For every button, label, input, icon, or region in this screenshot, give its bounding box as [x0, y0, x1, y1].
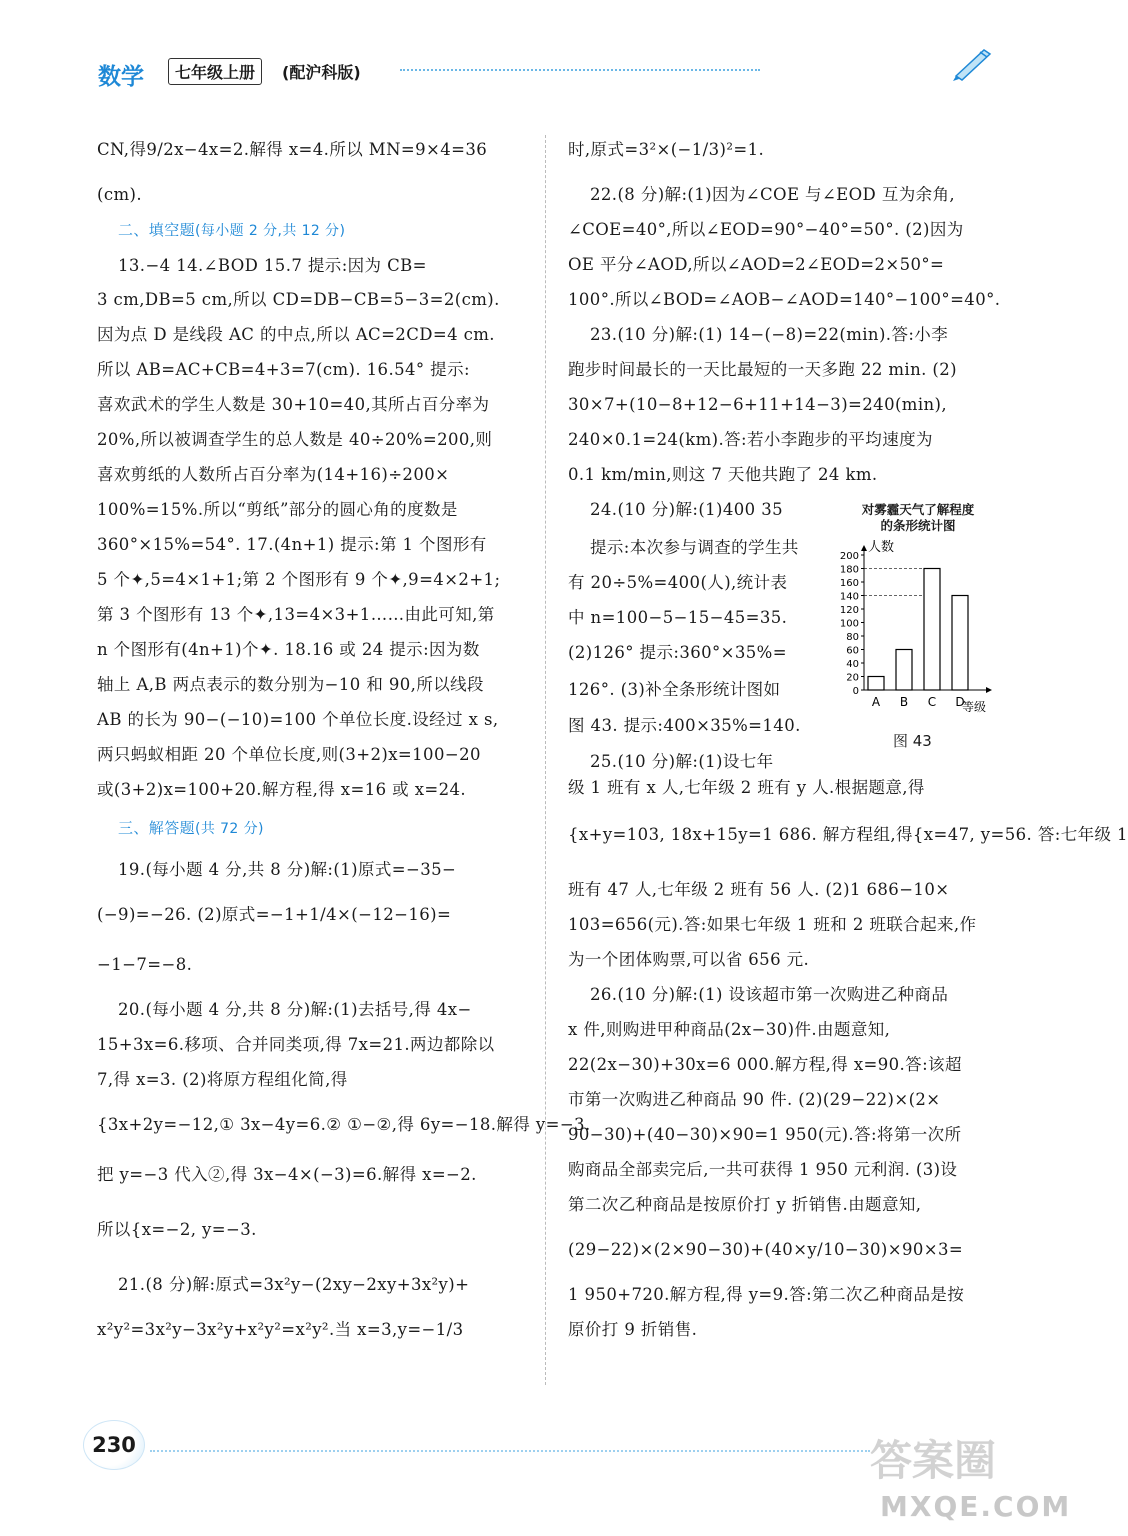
- left-line-13: 5 个✦,5=4×1+1;第 2 个图形有 9 个✦,9=4×2+1;: [97, 570, 501, 589]
- left-line-12: 360°×15%=54°. 17.(4n+1) 提示:第 1 个图形有: [97, 535, 487, 554]
- chart-ylabel: 人数: [868, 540, 895, 555]
- x-tick-label: D: [955, 695, 965, 709]
- left-line-4: 13.−4 14.∠BOD 15.7 提示:因为 CB=: [118, 256, 427, 275]
- right-line-29: 购商品全部卖完后,一共可获得 1 950 元利润. (3)设: [568, 1160, 958, 1179]
- x-tick-label: B: [899, 695, 909, 709]
- right-line-27: 市第一次购进乙种商品 90 件. (2)(29−22)×(2×: [568, 1090, 941, 1109]
- header-divider: [400, 69, 760, 71]
- x-tick-label: C: [927, 695, 937, 709]
- right-line-6: 23.(10 分)解:(1) 14−(−8)=22(min).答:小李: [590, 325, 949, 344]
- left-line-5: 3 cm,DB=5 cm,所以 CD=DB−CB=5−3=2(cm).: [97, 290, 500, 309]
- y-tick-label: 20: [846, 672, 859, 684]
- left-line-30: 21.(8 分)解:原式=3x²y−(2xy−2xy+3x²y)+: [118, 1275, 470, 1294]
- watermark-logo: 答案圈: [870, 1436, 997, 1485]
- y-tick-label: 200: [839, 551, 859, 562]
- y-tick-label: 180: [839, 564, 859, 576]
- right-line-25: x 件,则购进甲种商品(2x−30)件.由题意知,: [568, 1020, 891, 1039]
- left-line-14: 第 3 个图形有 13 个✦,13=4×3+1……由此可知,第: [97, 605, 495, 624]
- y-tick-label: 140: [839, 591, 859, 603]
- right-line-16: 126°. (3)补全条形统计图如: [568, 680, 781, 699]
- bar-B: [896, 650, 912, 691]
- left-line-31: x²y²=3x²y−3x²y+x²y²=x²y².当 x=3,y=−1/3: [97, 1320, 464, 1339]
- y-tick-label: 60: [846, 645, 859, 657]
- left-line-7: 所以 AB=AC+CB=4+3=7(cm). 16.54° 提示:: [97, 360, 470, 379]
- right-line-8: 30×7+(10−8+12−6+11+14−3)=240(min),: [568, 395, 948, 414]
- right-line-21: 班有 47 人,七年级 2 班有 56 人. (2)1 686−10×: [568, 880, 950, 899]
- right-line-18: 25.(10 分)解:(1)设七年: [590, 752, 774, 771]
- left-line-23: −1−7=−8.: [97, 955, 193, 974]
- right-line-14: 中 n=100−5−15−45=35.: [568, 608, 788, 627]
- watermark-url: MXQE.COM: [880, 1490, 1072, 1523]
- figure-title-line1: 对雾霾天气了解程度: [861, 502, 975, 517]
- bar-C: [924, 569, 940, 691]
- right-line-31: (29−22)×(2×90−30)+(40×y/10−30)×90×3=: [568, 1240, 964, 1259]
- y-tick-label: 0: [852, 686, 859, 697]
- x-axis-arrow: [986, 687, 992, 693]
- section-fill-in: [118, 220, 345, 241]
- section-fill-in-title: 二、填空题: [118, 221, 196, 239]
- right-line-17: 图 43. 提示:400×35%=140.: [568, 716, 801, 735]
- left-line-21: 19.(每小题 4 分,共 8 分)解:(1)原式=−35−: [118, 860, 457, 879]
- left-line-2: (cm).: [97, 185, 143, 204]
- right-line-13: 有 20÷5%=400(人),统计表: [568, 573, 788, 592]
- y-axis-arrow: [861, 545, 867, 551]
- right-line-7: 跑步时间最长的一天比最短的一天多跑 22 min. (2): [568, 360, 957, 379]
- left-line-6: 因为点 D 是线段 AC 的中点,所以 AC=2CD=4 cm.: [97, 325, 495, 344]
- y-tick-label: 100: [839, 618, 859, 630]
- bar-chart: [830, 535, 1000, 715]
- left-line-25: 15+3x=6.移项、合并同类项,得 7x=21.两边都除以: [97, 1035, 495, 1054]
- left-line-15: n 个图形有(4n+1)个✦. 18.16 或 24 提示:因为数: [97, 640, 480, 659]
- right-line-30: 第二次乙种商品是按原价打 y 折销售.由题意知,: [568, 1195, 922, 1214]
- left-line-19: 或(3+2)x=100+20.解方程,得 x=16 或 x=24.: [97, 780, 467, 799]
- right-line-9: 240×0.1=24(km).答:若小李跑步的平均速度为: [568, 430, 933, 449]
- right-line-19: 级 1 班有 x 人,七年级 2 班有 y 人.根据题意,得: [568, 778, 925, 797]
- left-line-16: 轴上 A,B 两点表示的数分别为−10 和 90,所以线段: [97, 675, 484, 694]
- chart-axes: [840, 545, 992, 709]
- left-line-18: 两只蚂蚁相距 20 个单位长度,则(3+2)x=100−20: [97, 745, 481, 764]
- pen-icon: [950, 42, 998, 82]
- right-line-12: 提示:本次参与调查的学生共: [590, 538, 799, 557]
- right-line-5: 100°.所以∠BOD=∠AOB−∠AOD=140°−100°=40°.: [568, 290, 1001, 309]
- section-solve-title: 三、解答题: [118, 819, 196, 837]
- right-line-20: {x+y=103, 18x+15y=1 686. 解方程组,得{x=47, y=56. 答:七年级 1: [568, 825, 1128, 844]
- x-tick-label: A: [871, 695, 881, 709]
- figure-title-line2: 的条形统计图: [880, 518, 956, 533]
- right-line-10: 0.1 km/min,则这 7 天他共跑了 24 km.: [568, 465, 878, 484]
- left-line-1: CN,得9/2x−4x=2.解得 x=4.所以 MN=9×4=36: [97, 140, 488, 159]
- right-line-23: 为一个团体购票,可以省 656 元.: [568, 950, 810, 969]
- right-line-11: 24.(10 分)解:(1)400 35: [590, 500, 784, 519]
- left-line-8: 喜欢武术的学生人数是 30+10=40,其所占百分率为: [97, 395, 490, 414]
- footer-divider: [150, 1450, 870, 1452]
- subject-title: 数学: [98, 64, 144, 90]
- right-line-15: (2)126° 提示:360°×35%=: [568, 643, 787, 662]
- bar-A: [868, 677, 884, 691]
- right-line-22: 103=656(元).答:如果七年级 1 班和 2 班联合起来,作: [568, 915, 977, 934]
- section-solve-note: (共 72 分): [195, 821, 264, 837]
- column-divider: [545, 135, 546, 1385]
- y-tick-label: 120: [839, 605, 859, 616]
- left-line-22: (−9)=−26. (2)原式=−1+1/4×(−12−16)=: [97, 905, 452, 924]
- left-line-17: AB 的长为 90−(−10)=100 个单位长度.设经过 x s,: [97, 710, 499, 729]
- right-line-2: 22.(8 分)解:(1)因为∠COE 与∠EOD 互为余角,: [590, 185, 956, 204]
- left-line-10: 喜欢剪纸的人数所占百分率为(14+16)÷200×: [97, 465, 450, 484]
- y-tick-label: 160: [839, 578, 859, 589]
- left-line-24: 20.(每小题 4 分,共 8 分)解:(1)去括号,得 4x−: [118, 1000, 472, 1019]
- left-line-26: 7,得 x=3. (2)将原方程组化简,得: [97, 1070, 348, 1089]
- right-line-1: 时,原式=3²×(−1/3)²=1.: [568, 140, 765, 159]
- chart-xlabel: 等级: [962, 700, 987, 714]
- left-line-9: 20%,所以被调查学生的总人数是 40÷20%=200,则: [97, 430, 493, 449]
- page-number: 230: [83, 1420, 145, 1470]
- left-line-27: {3x+2y=−12,① 3x−4y=6.② ①−②,得 6y=−18.解得 y=−3.: [97, 1115, 591, 1134]
- right-line-28: 90−30)+(40−30)×90=1 950(元).答:将第一次所: [568, 1125, 962, 1144]
- section-fill-in-note: (每小题 2 分,共 12 分): [195, 223, 346, 239]
- right-line-4: OE 平分∠AOD,所以∠AOD=2∠EOD=2×50°=: [568, 255, 945, 274]
- right-line-24: 26.(10 分)解:(1) 设该超市第一次购进乙种商品: [590, 985, 949, 1004]
- right-line-33: 原价打 9 折销售.: [568, 1320, 698, 1339]
- y-tick-label: 40: [846, 659, 859, 670]
- left-line-29: 所以{x=−2, y=−3.: [97, 1220, 257, 1239]
- left-line-28: 把 y=−3 代入②,得 3x−4×(−3)=6.解得 x=−2.: [97, 1165, 477, 1184]
- right-line-32: 1 950+720.解方程,得 y=9.答:第二次乙种商品是按: [568, 1285, 965, 1304]
- edition-label: (配沪科版): [282, 63, 361, 82]
- right-line-26: 22(2x−30)+30x=6 000.解方程,得 x=90.答:该超: [568, 1055, 962, 1074]
- grade-badge: 七年级上册: [168, 58, 262, 85]
- figure-caption: 图 43: [893, 732, 932, 750]
- left-line-11: 100%=15%.所以“剪纸”部分的圆心角的度数是: [97, 500, 458, 519]
- section-solve: [118, 818, 264, 839]
- bar-D: [952, 596, 968, 691]
- chart-bars: [868, 569, 968, 691]
- y-tick-label: 80: [846, 632, 859, 643]
- right-line-3: ∠COE=40°,所以∠EOD=90°−40°=50°. (2)因为: [568, 220, 964, 239]
